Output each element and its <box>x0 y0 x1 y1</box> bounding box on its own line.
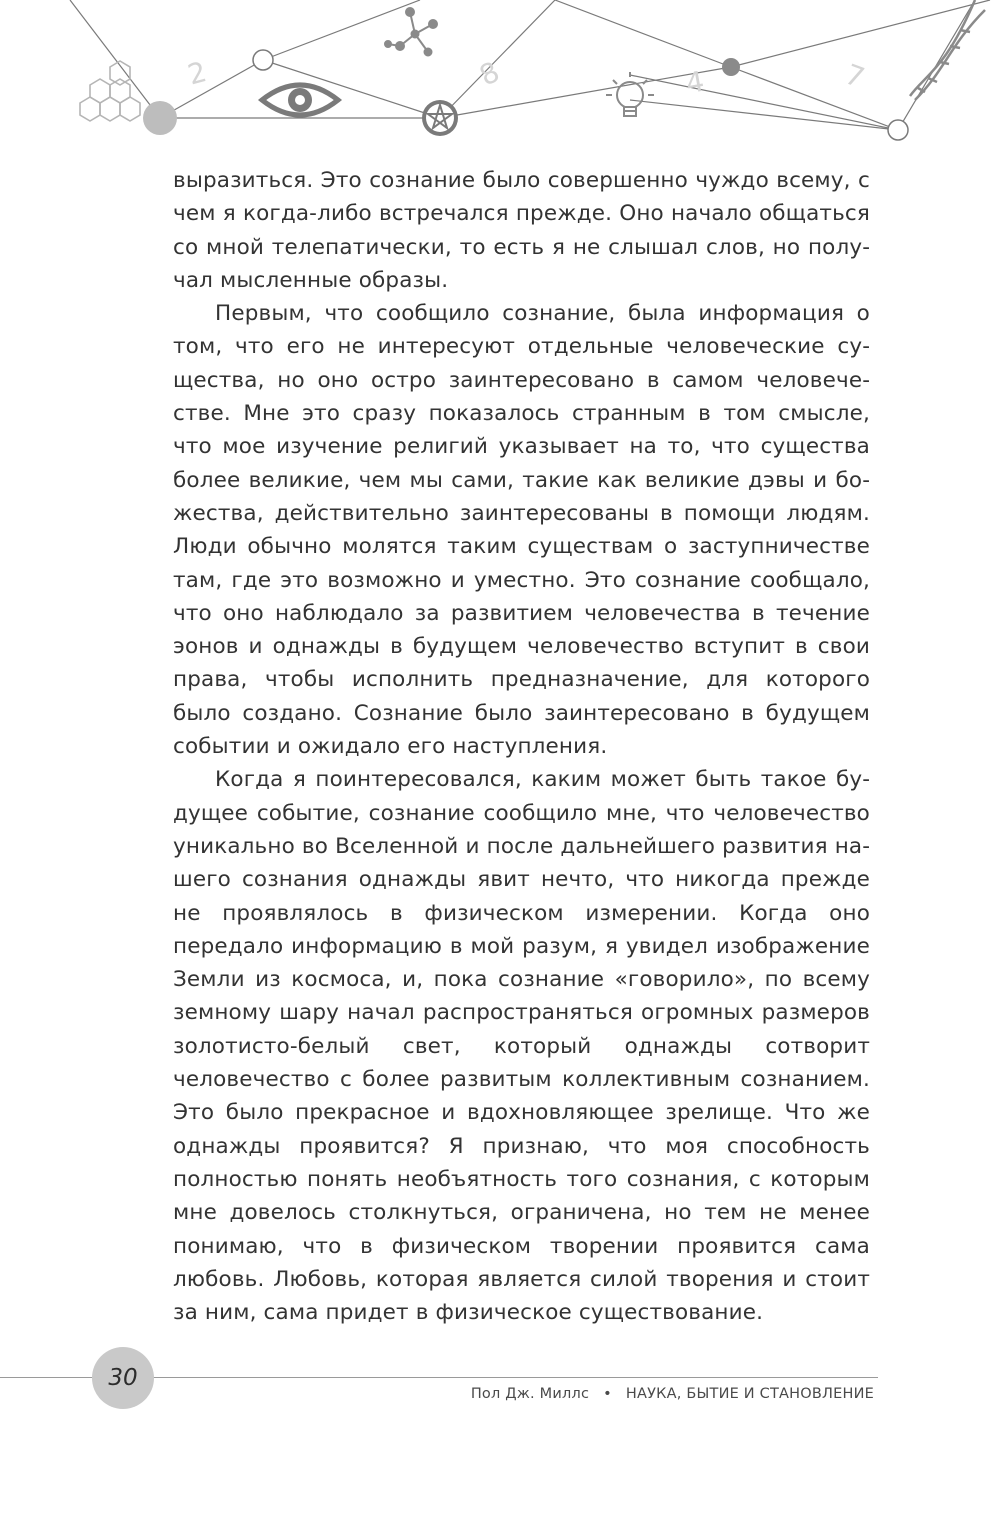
pentagram-icon <box>422 100 458 136</box>
dna-helix-icon <box>910 0 985 100</box>
decor-digit: 2 <box>184 55 211 92</box>
hexagon-cluster-icon <box>80 61 140 121</box>
molecule-icon <box>385 8 437 56</box>
decor-digit: 7 <box>840 57 869 95</box>
footer-separator: • <box>603 1386 612 1402</box>
decor-node <box>888 120 908 140</box>
decor-node <box>253 50 273 70</box>
body-text <box>173 164 870 1329</box>
decor-node <box>143 101 177 135</box>
paragraph: выразиться. Это сознание было совершенно чуждо всему, с чем я когда-либо встречался прежде. Оно начало общаться со мной телепатически, то есть я не слышал слов, но получал мысленные образы. <box>173 168 870 293</box>
header-decoration <box>0 0 1000 160</box>
decor-node <box>722 58 740 76</box>
eye-icon <box>262 85 338 115</box>
page-number: 30 <box>108 1365 138 1391</box>
footer-book-title: НАУКА, БЫТИЕ И СТАНОВЛЕНИЕ <box>625 1386 874 1402</box>
running-footer <box>471 1386 874 1402</box>
page-number-badge <box>92 1347 154 1409</box>
decor-digit: 4 <box>683 64 707 101</box>
paragraph: Когда я поинтересовался, каким может быть такое будущее событие, сознание сообщило мне, что человечество уникально во Вселенной и после дальнейшего развития нашего сознания однажды явит нечто, что никогда прежде не проявлялось в физическом измерении. Когда оно передало информацию в мой разум, я увидел изображение Земли из космоса, и, пока сознание «говорило», по всему земному шару начал распространяться огромных размеров золотисто-белый свет, который однажды сотворит человечество с более развитым коллективным сознанием. Это было прекрасное и вдохновляющее зрелище. Что же однажды проявится? Я признаю, что моя способность полностью понять необъятность того сознания, с которым мне довелось столкнуться, ограничена, но тем не менее понимаю, что в физическом творении проявится сама любовь. Любовь, которая является силой творения и стоит за ним, сама придет в физическое существование. <box>173 767 870 1326</box>
paragraph: Первым, что сообщило сознание, была информация о том, что его не интересуют отдельные человеческие существа, но оно остро заинтересовано в самом человечестве. Мне это сразу показалось странным в том смысле, что мое изучение религий указывает на то, что существа более великие, чем мы сами, такие как великие дэвы и божества, действительно заинтересованы в помощи людям. Люди обычно молятся таким существам о заступничестве там, где это возможно и уместно. Это сознание сообщало, что оно наблюдало за развитием человечества в течение эонов и однажды в будущем человечество вступит в свои права, чтобы исполнить предназначение, для которого было создано. Сознание было заинтересовано в будущем событии и ожидало его наступления. <box>173 301 870 760</box>
decor-digit: 8 <box>474 55 505 93</box>
footer-author: Пол Дж. Миллс <box>470 1386 590 1402</box>
